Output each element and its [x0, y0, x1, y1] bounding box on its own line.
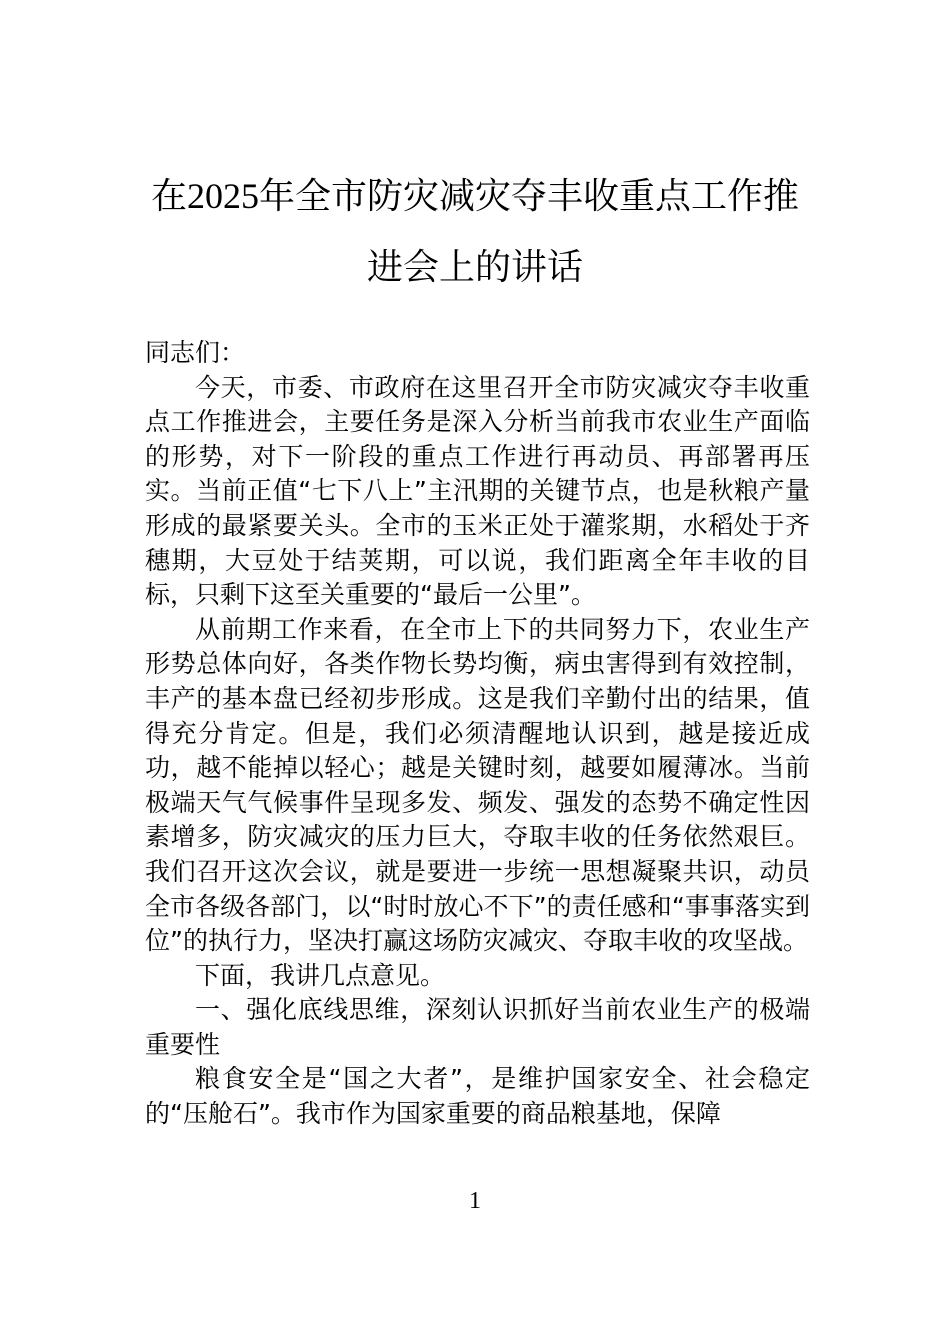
paragraph-opening: 今天，市委、市政府在这里召开全市防灾减灾夺丰收重点工作推进会，主要任务是深入分析当前我市农业生产面临的形势，对下一阶段的重点工作进行再动员、再部署再压实。当前正值“七下八上”主汛期的关键节点，也是秋粮产量形成的最紧要关头。全市的玉米正处于灌浆期，水稻处于齐穗期，大豆处于结荚期，可以说，我们距离全年丰收的目标，只剩下这至关重要的“最后一公里”。: [145, 372, 810, 610]
section-heading-1: 一、强化底线思维，深刻认识抓好当前农业生产的极端重要性: [145, 995, 810, 1059]
page-number: 1: [469, 1188, 481, 1214]
document-title-line-2: 进会上的讲话: [366, 247, 583, 288]
title-prefix: 在: [150, 176, 187, 217]
title-year: 2025: [187, 176, 259, 216]
salutation: 同志们：: [145, 338, 246, 367]
document-title-line-1: [0, 176, 950, 217]
paragraph-transition: 下面，我讲几点意见。: [195, 960, 446, 990]
title-suffix: 年全市防灾减灾夺丰收重点工作推: [259, 176, 800, 217]
paragraph-food-security: 粮食安全是“国之大者”，是维护国家安全、社会稳定的“压舱石”。我市作为国家重要的商品粮基地，保障: [145, 1064, 810, 1129]
paragraph-situation: 从前期工作来看，在全市上下的共同努力下，农业生产形势总体向好，各类作物长势均衡，病虫害得到有效控制，丰产的基本盘已经初步形成。这是我们辛勤付出的结果，值得充分肯定。但是，我们必须清醒地认识到，越是接近成功，越不能掉以轻心；越是关键时刻，越要如履薄冰。当前极端天气气候事件呈现多发、频发、强发的态势不确定性因素增多，防灾减灾的压力巨大，夺取丰收的任务依然艰巨。我们召开这次会议，就是要进一步统一思想凝聚共识，动员全市各级各部门，以“时时放心不下”的责任感和“事事落实到位”的执行力，坚决打赢这场防灾减灾、夺取丰收的攻坚战。: [145, 614, 810, 956]
document-body: [145, 336, 810, 1132]
